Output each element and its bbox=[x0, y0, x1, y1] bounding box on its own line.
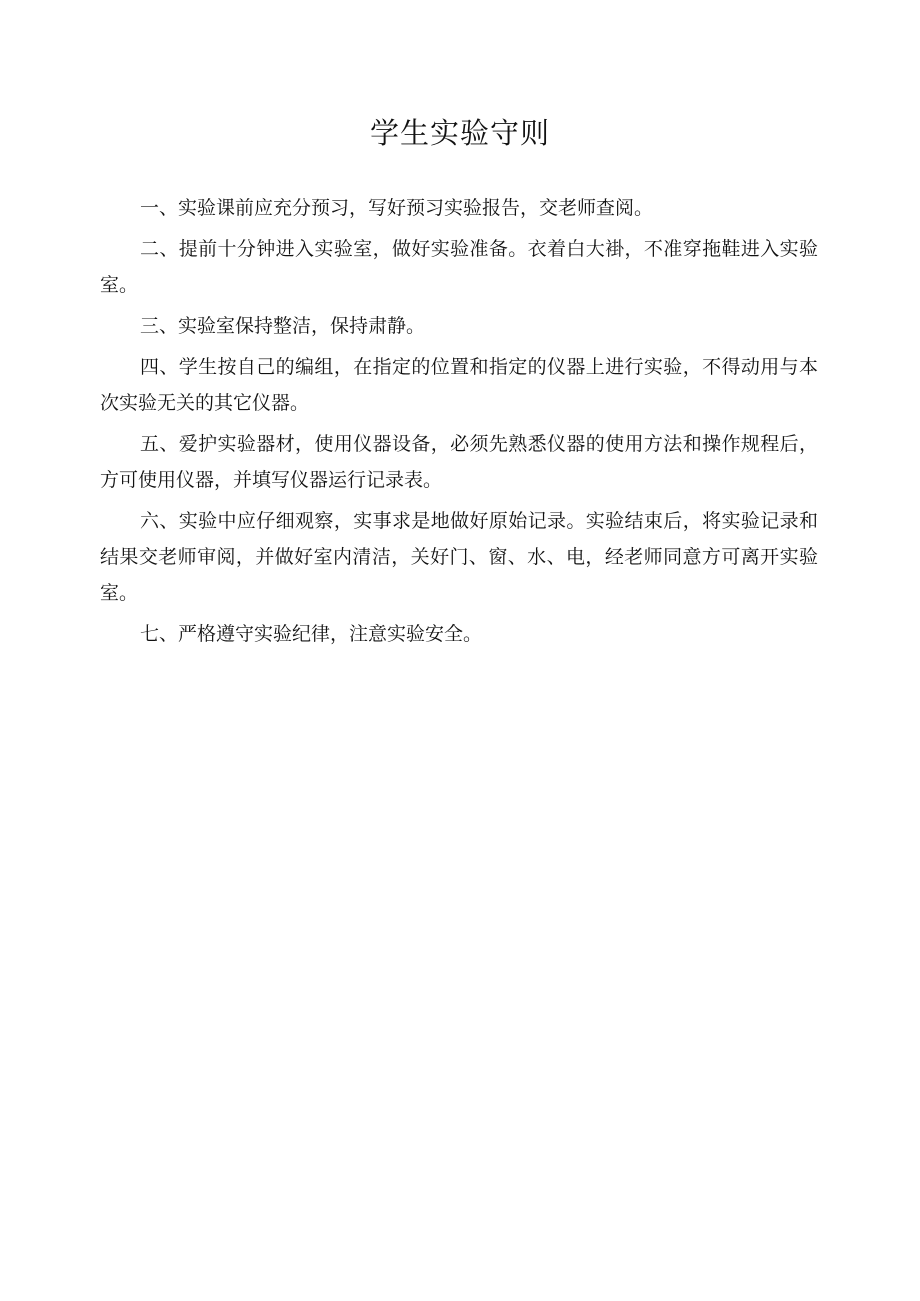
rule-item-5: 五、爱护实验器材，使用仪器设备，必须先熟悉仪器的使用方法和操作规程后，方可使用仪器，并填写仪器运行记录表。 bbox=[100, 433, 818, 491]
rule-item-6: 六、实验中应仔细观察，实事求是地做好原始记录。实验结束后，将实验记录和结果交老师审阅，并做好室内清洁，关好门、窗、水、电，经老师同意方可离开实验室。 bbox=[100, 510, 818, 604]
rule-item-4: 四、学生按自己的编组，在指定的位置和指定的仪器上进行实验，不得动用与本次实验无关的其它仪器。 bbox=[100, 356, 818, 414]
rule-item-1: 一、实验课前应充分预习，写好预习实验报告，交老师查阅。 bbox=[140, 197, 654, 219]
rule-item-2: 二、提前十分钟进入实验室，做好实验准备。衣着白大褂，不准穿拖鞋进入实验室。 bbox=[100, 238, 818, 296]
document-title: 学生实验守则 bbox=[369, 116, 550, 150]
rules-list bbox=[100, 190, 818, 657]
rule-item-7: 七、严格遵守实验纪律，注意实验安全。 bbox=[140, 623, 483, 645]
rule-item-3: 三、实验室保持整洁，保持肃静。 bbox=[140, 315, 426, 337]
